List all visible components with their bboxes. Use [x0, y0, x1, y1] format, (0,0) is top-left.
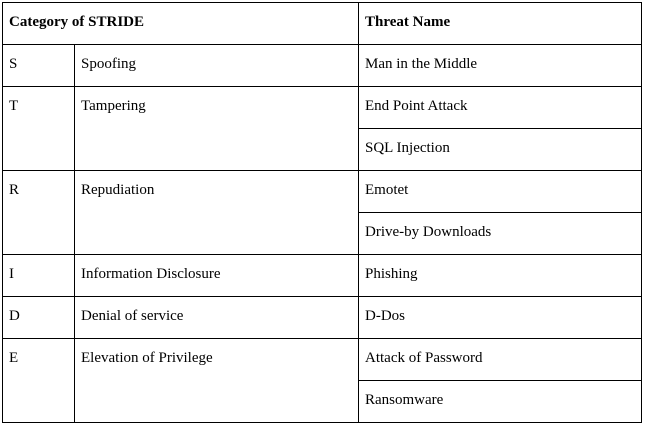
stride-category: Tampering [75, 87, 359, 171]
stride-category: Spoofing [75, 45, 359, 87]
table-row [3, 255, 642, 297]
stride-category: Information Disclosure [75, 255, 359, 297]
stride-letter: S [3, 45, 75, 87]
stride-category: Elevation of Privilege [75, 339, 359, 423]
threat-name: Man in the Middle [359, 45, 642, 87]
threat-name: Attack of Password [359, 339, 642, 381]
header-category: Category of STRIDE [3, 3, 359, 45]
table-row [3, 45, 642, 87]
stride-category: Repudiation [75, 171, 359, 255]
header-row [3, 3, 642, 45]
stride-letter: E [3, 339, 75, 423]
threat-name: D-Dos [359, 297, 642, 339]
threat-name: Phishing [359, 255, 642, 297]
header-threat-name: Threat Name [359, 3, 642, 45]
stride-letter: D [3, 297, 75, 339]
threat-name: End Point Attack [359, 87, 642, 129]
table-row [3, 87, 642, 129]
table-row [3, 339, 642, 381]
stride-category: Denial of service [75, 297, 359, 339]
stride-letter: T [3, 87, 75, 171]
stride-threat-table [2, 2, 642, 423]
threat-name: Ransomware [359, 381, 642, 423]
stride-letter: R [3, 171, 75, 255]
threat-name: Drive-by Downloads [359, 213, 642, 255]
stride-letter: I [3, 255, 75, 297]
table-row [3, 171, 642, 213]
table-row [3, 297, 642, 339]
threat-name: SQL Injection [359, 129, 642, 171]
threat-name: Emotet [359, 171, 642, 213]
